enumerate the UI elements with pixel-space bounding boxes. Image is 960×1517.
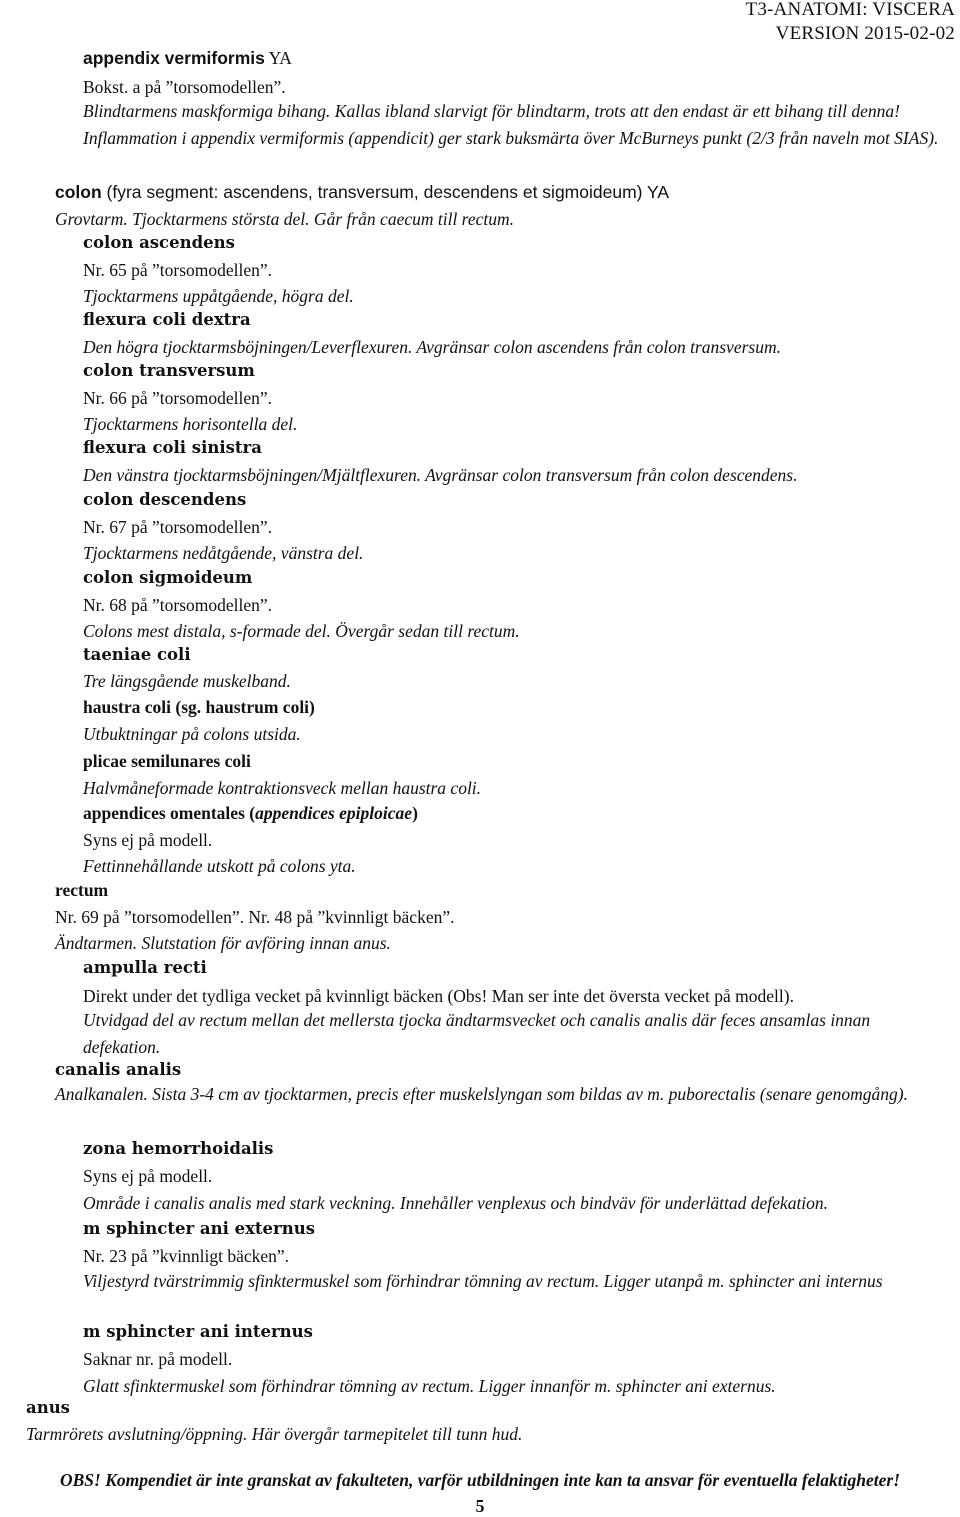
model-ref: Nr. 23 på ”kvinnligt bäcken”. [83,1246,290,1266]
term-appendices-c: ) [412,803,418,823]
entry-term [83,47,292,69]
page-header [746,0,955,46]
model-ref: Syns ej på modell. [83,830,213,850]
description: Tarmrörets avslutning/öppning. Här övergår tarmepitelet till tunn hud. [26,1424,523,1444]
disclaimer-footer: OBS! Kompendiet är inte granskat av fakulteten, varför utbildningen inte kan ta ansvar för eventuella felaktigheter! [59,1470,901,1490]
term-colon-ascendens: colon ascendens [83,233,235,252]
term-appendices-a: appendices omentales ( [83,803,256,823]
ya-mark: YA [264,48,292,68]
term-appendices [83,802,418,824]
model-ref: Nr. 69 på ”torsomodellen”. Nr. 48 på ”kvinnligt bäcken”. [55,907,455,927]
model-ref: Nr. 68 på ”torsomodellen”. [83,595,273,615]
model-ref: Saknar nr. på modell. [83,1349,233,1369]
model-ref: Direkt under det tydliga vecket på kvinnligt bäcken (Obs! Man ser inte det översta vecket på modell). [83,986,794,1006]
term-flexura-sinistra: flexura coli sinistra [83,438,262,457]
description: Den vänstra tjocktarmsböjningen/Mjältflexuren. Avgränsar colon transversum från colon descendens. [83,465,798,485]
model-ref: Nr. 65 på ”torsomodellen”. [83,260,273,280]
term-taeniae: taeniae coli [83,645,191,664]
description: Utvidgad del av rectum mellan det mellersta tjocka ändtarmsvecket och canalis analis där feces ansamlas innan defekation. [83,1010,871,1057]
term-colon-sigmoideum: colon sigmoideum [83,568,253,587]
description: Tjocktarmens horisontella del. [83,414,298,434]
description: Halvmåneformade kontraktionsveck mellan haustra coli. [83,778,482,798]
description: Den högra tjocktarmsböjningen/Leverflexuren. Avgränsar colon ascendens från colon transversum. [83,337,781,357]
term-flexura-dextra: flexura coli dextra [83,310,251,329]
term-rectum: rectum [55,880,109,900]
description: Glatt sfinktermuskel som förhindrar tömning av rectum. Ligger innanför m. sphincter ani externus. [83,1376,776,1396]
description: Analkanalen. Sista 3-4 cm av tjocktarmen, precis efter muskelslyngan som bildas av m. puborectalis (senare genomgång). [55,1084,908,1104]
term-haustra: haustra coli (sg. haustrum coli) [83,697,315,717]
description: Ändtarmen. Slutstation för avföring innan anus. [55,933,391,953]
description: Tjocktarmens nedåtgående, vänstra del. [83,543,364,563]
description: Utbuktningar på colons utsida. [83,724,301,744]
term-ampulla: ampulla recti [83,958,207,977]
description: Fettinnehållande utskott på colons yta. [83,856,356,876]
description: Grovtarm. Tjocktarmens största del. Går från caecum till rectum. [55,209,515,229]
description: Blindtarmens maskformiga bihang. Kallas ibland slarvigt för blindtarm, trots att den endast är ett bihang till denna! Inflammation i appendix vermiformis (appendicit) ger stark buksmärta över McBurneys punkt (2/3 från naveln mot SIAS). [83,101,939,148]
term-colon-descendens: colon descendens [83,490,247,509]
term-sphincter-internus: m sphincter ani internus [83,1322,313,1341]
term-colon-transversum: colon transversum [83,361,255,380]
model-ref: Syns ej på modell. [83,1166,213,1186]
term-sphincter-externus: m sphincter ani externus [83,1219,316,1238]
term-colon: colon [55,182,102,202]
term-zona: zona hemorrhoidalis [83,1139,274,1158]
page-number: 5 [475,1496,485,1516]
model-ref: Nr. 67 på ”torsomodellen”. [83,517,273,537]
term-note: (fyra segment: ascendens, transversum, descendens et sigmoideum) YA [101,182,670,202]
term-canalis: canalis analis [55,1060,182,1079]
header-title: T3-ANATOMI: VISCERA [745,0,955,20]
term-appendices-b: appendices epiploicae [255,803,413,823]
term-anus: anus [26,1398,70,1417]
description: Tjocktarmens uppåtgående, högra del. [83,286,354,306]
description: Område i canalis analis med stark veckning. Innehåller venplexus och bindväv för underlättad defekation. [83,1193,829,1213]
term-plicae: plicae semilunares coli [83,751,251,771]
term-appendix: appendix vermiformis [83,48,265,68]
model-ref: Bokst. a på ”torsomodellen”. [83,77,286,97]
entry-term [55,181,669,203]
header-version: VERSION 2015-02-02 [775,23,955,44]
description: Viljestyrd tvärstrimmig sfinktermuskel som förhindrar tömning av rectum. Ligger utanpå m. sphincter ani internus [83,1271,883,1291]
model-ref: Nr. 66 på ”torsomodellen”. [83,388,273,408]
description: Tre längsgående muskelband. [83,671,291,691]
description: Colons mest distala, s-formade del. Övergår sedan till rectum. [83,621,520,641]
